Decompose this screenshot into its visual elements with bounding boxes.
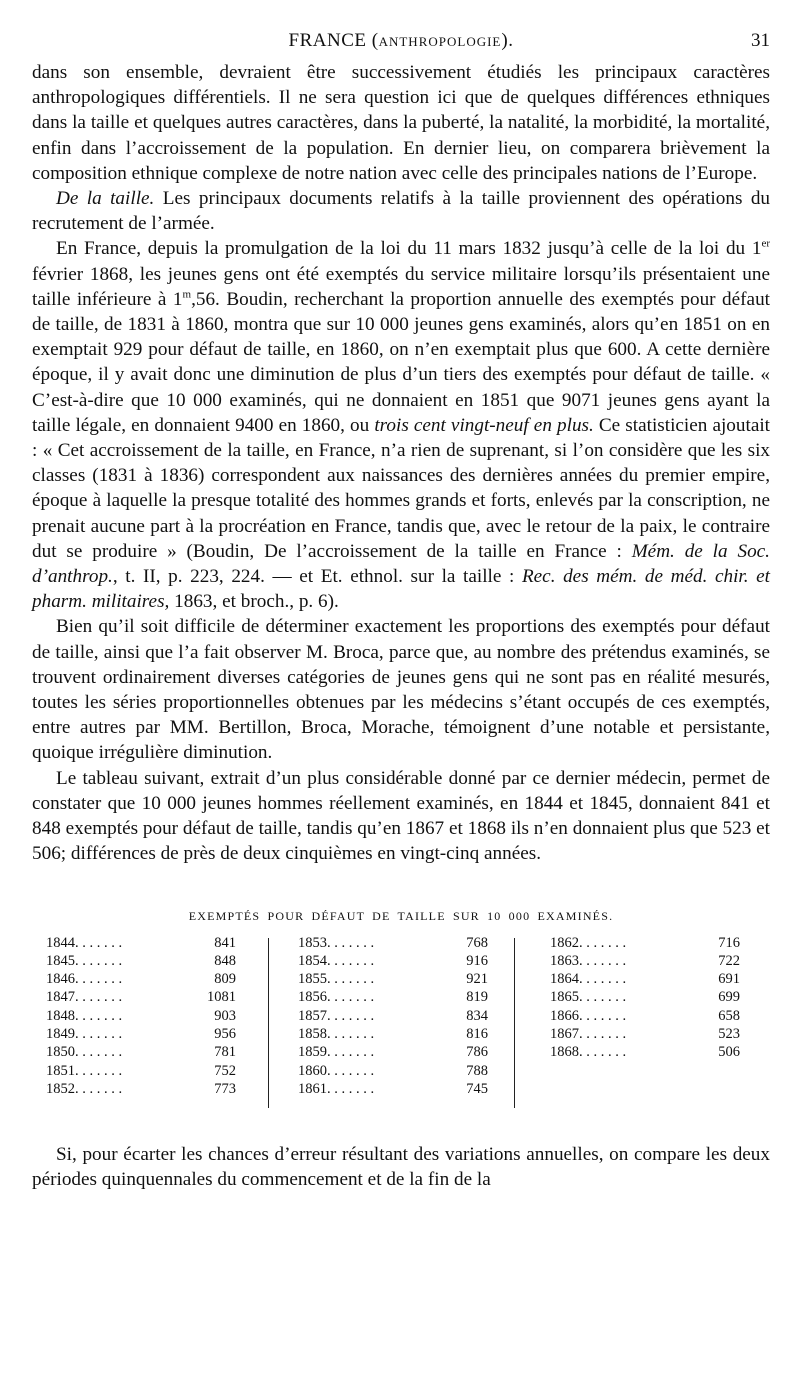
exemption-value: 841 [214,934,236,951]
year-label: 1852. . . . . . . [46,1080,123,1097]
exemption-value: 699 [718,989,740,1006]
table-row [550,988,740,1006]
page-title: FRANCE (ANTHROPOLOGIE). [288,30,514,51]
table-row [550,1025,740,1043]
table-row [46,988,236,1006]
table-row [550,1007,740,1025]
table-row [298,1043,488,1061]
paragraph-4: Bien qu’il soit difficile de déterminer exactement les proportions des exemptés pour défaut de taille, ainsi que l’a fait observer M. Broca, parce que, au nombre des prétendus examinés, se trouvent ordinairement diverses catégories de jeunes gens qui ne sont pas en réalité mesurés, toutes les séries proportionnelles obtenues par les médecins s’étant occupés de ces exemptés, entre autres par MM. Bertillon, Broca, Morache, témoignent d’une notable et persistante, quoique irrégulière diminution. [32,616,770,764]
exemption-value: 768 [466,934,488,951]
year-label: 1845. . . . . . . [46,952,123,969]
table-column-1 [46,934,236,1099]
year-label: 1844. . . . . . . [46,934,123,951]
year-label: 1867. . . . . . . [550,1025,627,1042]
year-label: 1866. . . . . . . [550,1007,627,1024]
year-label: 1846. . . . . . . [46,971,123,988]
exemption-table [32,934,770,1116]
paragraph-1: dans son ensemble, devraient être successivement étudiés les principaux caractères anthropologiques différentiels. Il ne sera question ici que de quelques différences ethniques dans la taille et quelques autres caractères, dans la puberté, la natalité, la morbidité, la mortalité, enfin dans l’accroissement de la population. En dernier lieu, on comparera brièvement la composition ethnique complexe de notre nation avec celle des principales nations de l’Europe. [32,62,770,184]
table-row [298,1025,488,1043]
year-label: 1861. . . . . . . [298,1080,375,1097]
exemption-value: 781 [214,1044,236,1061]
table-row [298,934,488,952]
table-row [550,1043,740,1061]
exemption-value: 745 [466,1080,488,1097]
paragraph-5: Le tableau suivant, extrait d’un plus considérable donné par ce dernier médecin, permet de constater que 10 000 jeunes hommes réellement examinés, en 1844 et 1845, donnaient 841 et 848 exemptés pour défaut de taille, tandis qu’en 1867 et 1868 ils n’en donnaient plus que 523 et 506; différences de près de deux cinquièmes en vingt-cinq années. [32,767,770,865]
table-column-2 [298,934,488,1099]
year-label: 1854. . . . . . . [298,952,375,969]
table-row [298,970,488,988]
exemption-value: 752 [214,1062,236,1079]
table-row [550,934,740,952]
running-header [32,30,770,60]
table-row [46,1025,236,1043]
exemption-value: 916 [466,952,488,969]
table-row [46,934,236,952]
table-column-3 [550,934,740,1062]
exemption-value: 691 [718,971,740,988]
exemption-value: 788 [466,1062,488,1079]
paragraph-3: En France, depuis la promulgation de la loi du 11 mars 1832 jusqu’à celle de la loi du 1er février 1868, les jeunes gens ont été exemptés du service militaire lorsqu’ils présentaient une taille inférieure à 1$^m$,56. Boudin, recherchant la proportion annuelle des exemptés pour défaut de taille, de 1831 à 1860, montra que sur 10 000 jeunes gens examinés, alors qu’en 1851 on en exemptait 929 pour défaut de taille, en 1860, on n’en exemptait plus que 600. A cette dernière époque, il y avait donc une diminution de plus d’un tiers des exemptés pour défaut de taille. « C’est-à-dire que 10 000 examinés, qui ne donnaient en 1851 que 9071 jeunes gens ayant la taille légale, en donnaient 9400 en 1860, ou trois cent vingt-neuf en plus. Ce statisticien ajoutait : « Cet accroissement de la taille, en France, n’a rien de suprenant, si l’on considère que les six classes (1831 à 1836) correspondent aux naissances des dernières années du premier empire, époque à laquelle la presque totalité des hommes grands et forts, enlevés par la conscription, ne prenait aucune part à la procréation en France, tandis que, avec le retour de la paix, le contraire dut se produire » (Boudin, De l’accroissement de la taille en France : Mém. de la Soc. d’anthrop., t. II, p. 223, 224. — et Et. ethnol. sur la taille : Rec. des mém. de méd. chir. et pharm. militaires, 1863, et broch., p. 6). [32,238,770,613]
document-page [32,30,770,1192]
exemption-value: 786 [466,1044,488,1061]
year-label: 1860. . . . . . . [298,1062,375,1079]
table-title: EXEMPTÉS POUR DÉFAUT DE TAILLE SUR 10 000 EXAMINÉS. [188,908,614,923]
table-row [298,952,488,970]
exemption-value: 809 [214,971,236,988]
year-label: 1855. . . . . . . [298,971,375,988]
exemption-value: 506 [718,1044,740,1061]
exemption-value: 921 [466,971,488,988]
table-row [46,1007,236,1025]
year-label: 1853. . . . . . . [298,934,375,951]
table-row [46,952,236,970]
exemption-value: 716 [718,934,740,951]
year-label: 1858. . . . . . . [298,1025,375,1042]
year-label: 1857. . . . . . . [298,1007,375,1024]
exemption-value: 722 [718,952,740,969]
year-label: 1868. . . . . . . [550,1044,627,1061]
paragraph-2: De la taille. Les principaux documents relatifs à la taille proviennent des opérations du recrutement de l’armée. [32,188,771,235]
table-row [46,970,236,988]
year-label: 1864. . . . . . . [550,971,627,988]
column-divider [514,938,515,1108]
year-label: 1863. . . . . . . [550,952,627,969]
paragraph-6: Si, pour écarter les chances d’erreur résultant des variations annuelles, on compare les deux périodes quinquennales du commencement et de la fin de la [32,1143,770,1190]
table-row [550,970,740,988]
year-label: 1850. . . . . . . [46,1044,123,1061]
table-row [46,1062,236,1080]
exemption-value: 848 [214,952,236,969]
section-heading: De la taille. [56,188,155,210]
table-row [298,1007,488,1025]
year-label: 1848. . . . . . . [46,1007,123,1024]
exemption-value: 658 [718,1007,740,1024]
year-label: 1862. . . . . . . [550,934,627,951]
table-row [550,952,740,970]
table-row [46,1043,236,1061]
table-row [298,1062,488,1080]
exemption-value: 816 [466,1025,488,1042]
exemption-value: 523 [718,1025,740,1042]
exemption-value: 773 [214,1080,236,1097]
page-number: 31 [751,30,770,51]
year-label: 1856. . . . . . . [298,989,375,1006]
year-label: 1859. . . . . . . [298,1044,375,1061]
exemption-value: 1081 [207,989,236,1006]
table-row [298,988,488,1006]
table-row [46,1080,236,1098]
table-row [298,1080,488,1098]
exemption-value: 956 [214,1025,236,1042]
column-divider [268,938,269,1108]
exemption-value: 834 [466,1007,488,1024]
exemption-value: 903 [214,1007,236,1024]
year-label: 1865. . . . . . . [550,989,627,1006]
year-label: 1847. . . . . . . [46,989,123,1006]
year-label: 1849. . . . . . . [46,1025,123,1042]
exemption-value: 819 [466,989,488,1006]
year-label: 1851. . . . . . . [46,1062,123,1079]
